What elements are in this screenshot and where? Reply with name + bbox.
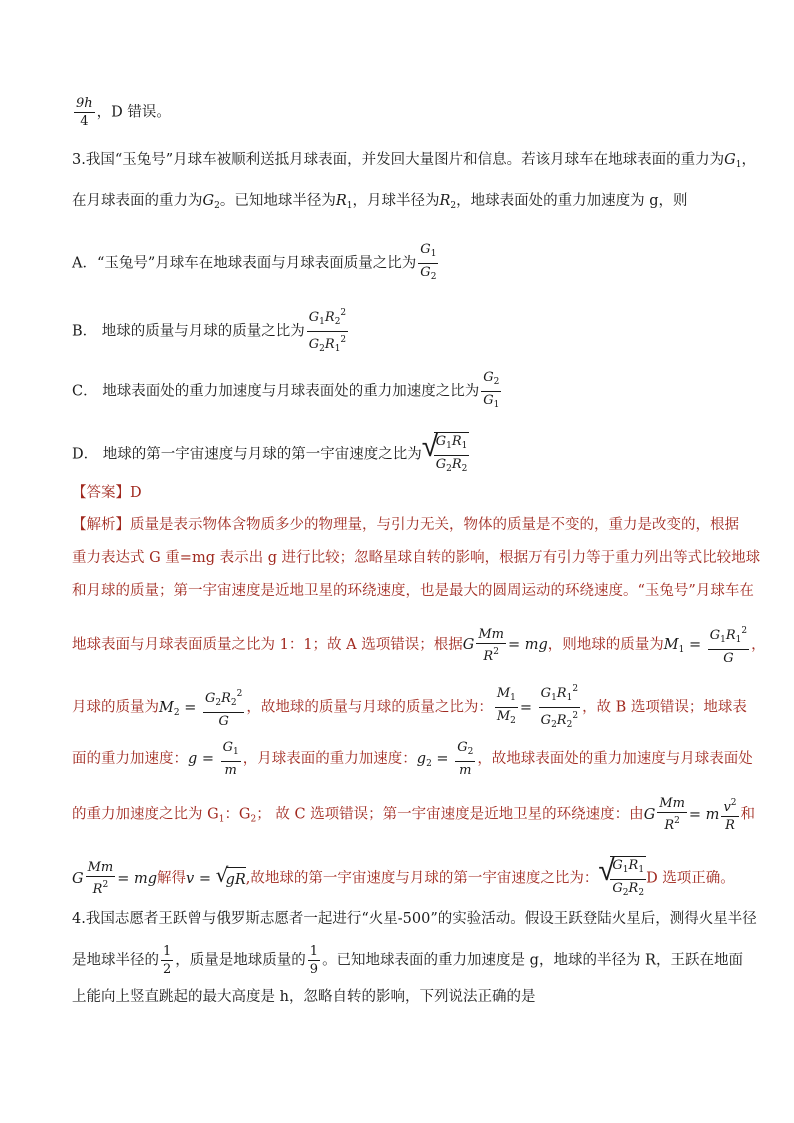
q3-stem-text1: 3.我国“玉兔号”月球车被顺利送抵月球表面，并发回大量图片和信息。若该月球车在地球表面的重力为 <box>72 152 725 168</box>
analysis-text4b: ，则地球的质量为 <box>547 637 664 653</box>
q3-stem-line1 <box>72 149 756 176</box>
answer-line <box>72 482 722 504</box>
analysis-text7c: ； 故 C 选项错误；第一宇宙速度是近地卫星的环绕速度：由 <box>256 806 644 823</box>
fraction-G1R2sq-over-G2R1sq: $\frac{G_1R_2^2}{G_2R_1^2}$ <box>308 308 347 354</box>
analysis-text8c: D 选项正确。 <box>646 870 735 887</box>
q3-stem-text2c: ，月球半径为 <box>352 193 440 209</box>
analysis-text1: 质量是表示物体含物质多少的物理量，与引力无关，物体的质量是不变的，重力是改变的，根据 <box>130 517 739 533</box>
formula-G2: $G_2$ <box>202 193 220 211</box>
analysis-line5 <box>72 682 747 733</box>
analysis-line3 <box>72 580 754 602</box>
analysis-text5a: 月球的质量为 <box>72 699 159 716</box>
q3-stem-text2a: 在月球表面的重力为 <box>72 193 203 209</box>
formula-centripetal: G $\frac{Mm}{R^2}$ = m $\frac{v^2}{R}$ <box>643 796 737 833</box>
analysis-line8 <box>72 853 735 901</box>
analysis-line2 <box>72 547 761 569</box>
formula-g-earth: g = $\frac{G_1}{m}$ <box>188 740 239 778</box>
formula-R2: $R_2$ <box>439 193 457 211</box>
q4-stem-line3 <box>72 986 722 1008</box>
q3-option-a <box>72 242 722 285</box>
prev-answer-tail <box>72 96 722 129</box>
q3-stem-text2b: 。已知地球半径为 <box>219 193 336 209</box>
option-b-text: B． 地球的质量与月球的质量之比为 <box>72 323 305 340</box>
fraction-G2-over-G1: $\frac{G_2}{G_1}$ <box>483 370 500 410</box>
fraction-G1-over-G2: $\frac{G_1}{G_2}$ <box>420 242 437 282</box>
analysis-text6a: 面的重力加速度： <box>72 751 188 767</box>
formula-gravity-equals-weight: G $\frac{Mm}{R^2}$ = mg <box>462 626 548 664</box>
q3-stem-text2d: ，地球表面处的重力加速度为 g，则 <box>456 193 688 209</box>
formula-mg: G $\frac{Mm}{R^2}$ = mg <box>72 860 158 897</box>
q3-option-d <box>72 429 722 477</box>
analysis-text7a: 的重力加速度之比为 G <box>72 806 219 823</box>
analysis-text2: 重力表达式 G 重=mg 表示出 g 进行比较；忽略星球自转的影响，根据万有引力等于重力列出等式比较地球 <box>72 550 761 566</box>
prev-answer-text: ，D 错误。 <box>96 104 171 121</box>
q3-option-c <box>72 370 722 413</box>
formula-g2-moon: $g_2$ = $\frac{G_2}{m}$ <box>416 740 474 778</box>
formula-mass-ratio: $\frac{M_1}{M_2}$ = $\frac{G_1R_1^2}{G_2R_2^2}$ <box>496 684 579 730</box>
analysis-line4 <box>72 624 766 666</box>
formula-G1: $G_1$ <box>724 152 742 170</box>
q3-stem-line2 <box>72 190 722 217</box>
analysis-text8a: 解得 <box>157 870 187 887</box>
q4-text2b: ，质量是地球质量的 <box>175 952 306 969</box>
q4-text3: 上能向上竖直跳起的最大高度是 h，忽略自转的影响，下列说法正确的是 <box>72 989 536 1005</box>
q4-text2c: 。已知地球表面的重力加速度是 g，地球的半径为 R，王跃在地面 <box>322 952 743 969</box>
fraction-1-over-9: $\frac{1}{9}$ <box>309 944 319 977</box>
q4-stem-line1 <box>72 908 757 930</box>
formula-M2: $M_2$ = $\frac{G_2R_2^2}{G}$ <box>159 688 243 729</box>
q4-text1: 4.我国志愿者王跃曾与俄罗斯志愿者一起进行“火星-500”的实验活动。假设王跃登陆火星后，测得火星半径 <box>72 911 757 927</box>
answer-label: 【答案】D <box>72 485 142 501</box>
analysis-line6 <box>72 740 753 778</box>
option-a-text: A．“玉兔号”月球车在地球表面与月球表面质量之比为 <box>72 255 417 272</box>
analysis-text4c: ， <box>751 637 766 653</box>
analysis-line7: 的重力加速度之比为 $G_1$：$G_2$； 故 C 选项错误；第一宇宙速度是近地卫星的环绕速度：由G $\frac{Mm}{R^2}$ = m $\frac{v^2}{R}$ 和 <box>72 796 756 833</box>
analysis-text6c: ，故地球表面处的重力加速度与月球表面处 <box>477 751 753 767</box>
analysis-label: 【解析】 <box>72 517 130 533</box>
analysis-text7b: ：G <box>224 806 251 823</box>
fraction-1-over-2: $\frac{1}{2}$ <box>163 944 172 977</box>
formula-v-sqrt-gR: v = √ gR <box>186 871 246 887</box>
sqrt-velocity-ratio: √ $\frac{G_1R_1}{G_2R_2}$ <box>598 856 646 901</box>
q4-stem-line2 <box>72 944 743 977</box>
analysis-text4a: 地球表面与月球表面质量之比为 1：1；故 A 选项错误；根据 <box>72 637 463 653</box>
analysis-line1 <box>72 514 739 536</box>
option-c-text: C． 地球表面处的重力加速度与月球表面处的重力加速度之比为 <box>72 383 480 400</box>
analysis-text6b: ，月球表面的重力加速度： <box>242 751 417 767</box>
formula-R1: $R_1$ <box>335 193 353 211</box>
analysis-text8b: ,故地球的第一宇宙速度与月球的第一宇宙速度之比为： <box>245 870 599 887</box>
analysis-text7d: 和 <box>740 806 756 823</box>
analysis-text5b: ，故地球的质量与月球的质量之比为： <box>246 699 493 716</box>
option-d-text: D． 地球的第一宇宙速度与月球的第一宇宙速度之比为 <box>72 446 422 463</box>
sqrt-G1R1-over-G2R2: √ $\frac{G_1R_1}{G_2R_2}$ <box>422 432 470 477</box>
analysis-text3: 和月球的质量；第一宇宙速度是近地卫星的环绕速度，也是最大的圆周运动的环绕速度。“玉兔号”月球车在 <box>72 583 754 599</box>
formula-M1: $M_1$ = $\frac{G_1R_1^2}{G}$ <box>663 626 748 666</box>
fraction-9h-over-4: $\frac{9h}{4}$ <box>76 96 93 129</box>
q3-option-b <box>72 306 722 357</box>
q4-text2a: 是地球半径的 <box>72 952 159 969</box>
q3-stem-text1b: ， <box>741 152 756 168</box>
analysis-text5c: ，故 B 选项错误；地球表 <box>582 699 747 716</box>
